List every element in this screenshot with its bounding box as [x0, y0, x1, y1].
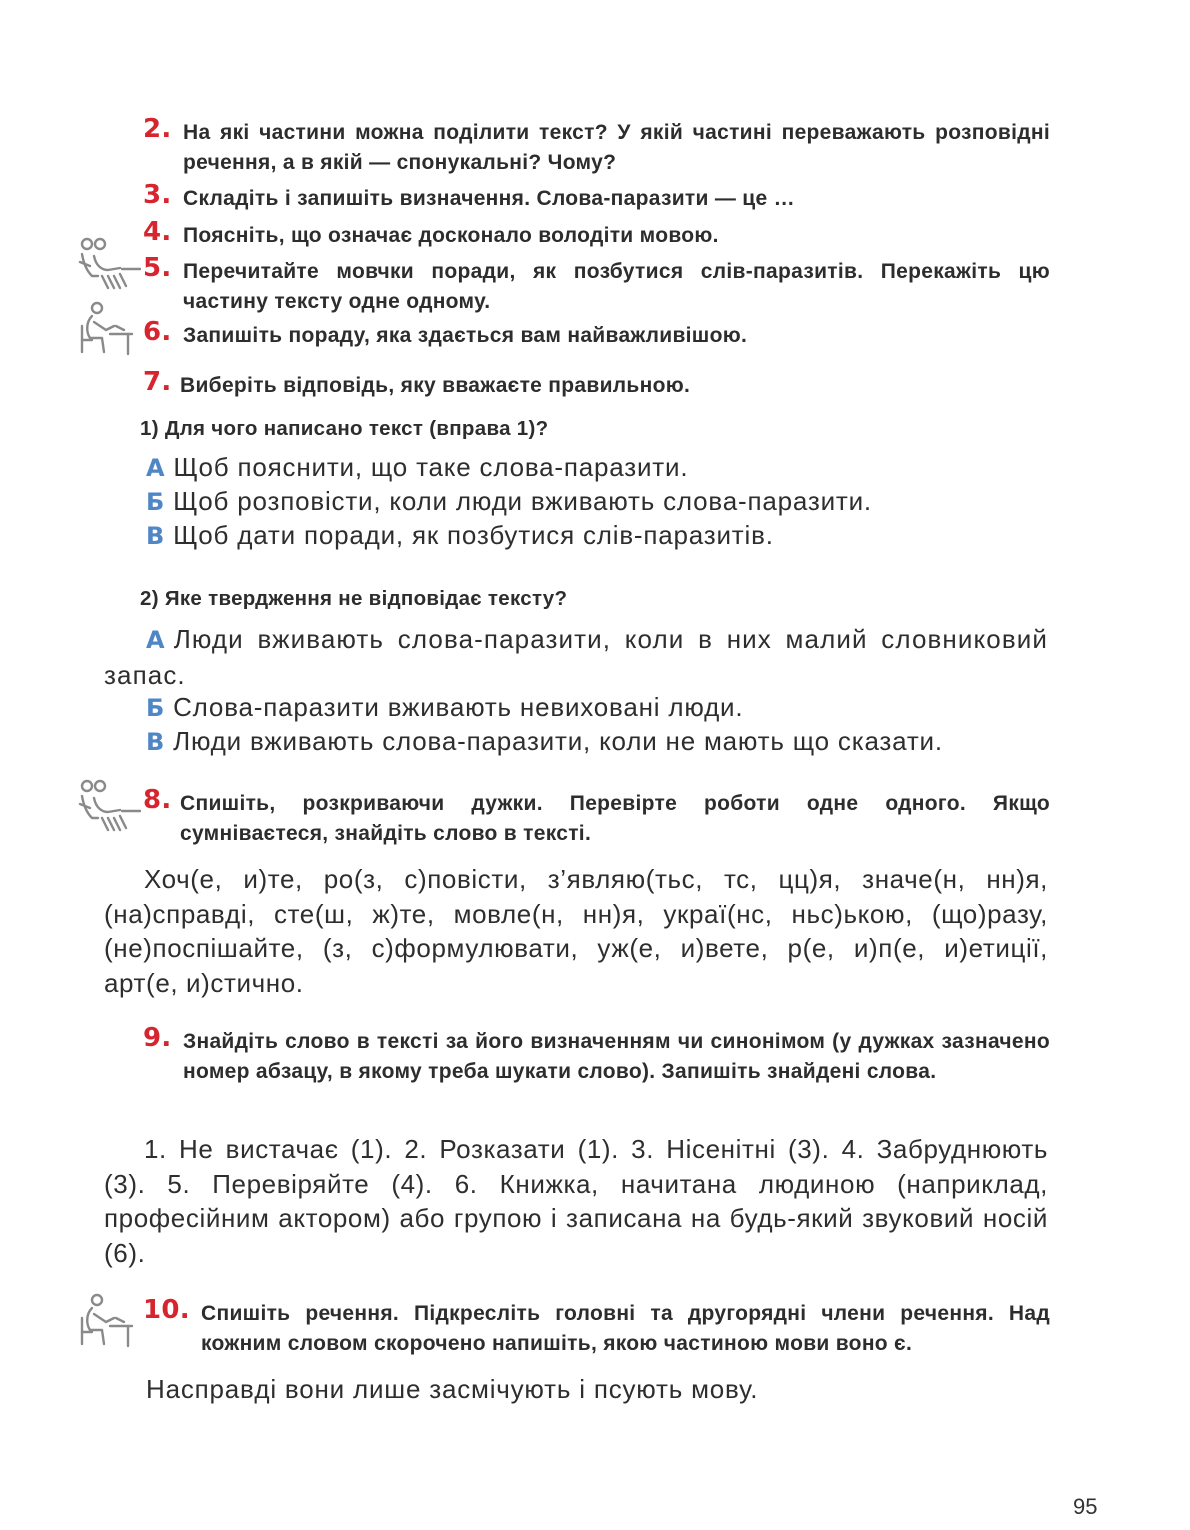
page-number: 95	[1073, 1494, 1098, 1519]
pair-work-icon	[78, 236, 144, 292]
task-7	[143, 367, 1050, 401]
option-1c	[146, 520, 774, 551]
task-9	[143, 1023, 1050, 1086]
option-text: Щоб дати поради, як позбутися слів-паразитів.	[173, 520, 774, 550]
task-number: 9.	[143, 1023, 172, 1053]
option-letter: В	[146, 728, 166, 756]
option-2c	[146, 726, 943, 757]
task-text: Спишіть, розкриваючи дужки. Перевірте роботи одне одного. Якщо сумніваєтеся, знайдіть слово в тексті.	[180, 792, 1050, 845]
option-1a	[146, 452, 688, 483]
task-text: Спишіть речення. Підкресліть головні та другорядні члени речення. Над кожним словом скорочено напишіть, якою частиною мови воно є.	[201, 1302, 1050, 1355]
task-number: 3.	[143, 180, 172, 210]
task-text: Виберіть відповідь, яку вважаєте правильною.	[180, 374, 691, 397]
option-letter: Б	[146, 694, 166, 722]
option-text: Люди вживають слова-паразити, коли в них малий словниковий запас.	[104, 624, 1048, 690]
option-text: Щоб розповісти, коли люди вживають слова-паразити.	[173, 486, 872, 516]
task-6	[143, 317, 1050, 351]
option-1b	[146, 486, 872, 517]
question-2: 2) Яке твердження не відповідає тексту?	[140, 587, 568, 610]
option-2b	[146, 692, 743, 723]
task-number: 2.	[143, 114, 172, 144]
exercise-10-text: Насправді вони лише засмічують і псують мову.	[146, 1374, 759, 1404]
option-letter: А	[146, 454, 166, 482]
question-1: 1) Для чого написано текст (вправа 1)?	[140, 417, 549, 440]
pair-work-icon	[78, 778, 144, 834]
individual-work-icon	[80, 1292, 134, 1348]
task-text: Знайдіть слово в тексті за його визначенням чи синонімом (у дужках зазначено номер абзацу, в якому треба шукати слово). Запишіть знайдені слова.	[183, 1030, 1050, 1083]
option-text: Щоб пояснити, що таке слова-паразити.	[173, 452, 689, 482]
option-2a	[104, 622, 1048, 692]
exercise-8-text: Хоч(е, и)те, ро(з, с)повісти, з’являю(тьс, тс, цц)я, значе(н, нн)я, (на)справді, сте(ш, ж)те, мовле(н, нн)я, украї(нс, ньс)ькою, (що)разу, (не)поспішайте, (з, с)формулювати, уж(е, и)вете, р(е, и)п(е, и)етиції, арт(е, и)стично.	[104, 864, 1048, 998]
exercise-9-text: 1. Не вистачає (1). 2. Розказати (1). 3. Нісенітні (3). 4. Забруднюють (3). 5. Перевіряйте (4). 6. Книжка, начитана людиною (наприклад, професійним актором) або групою і записана на будь-який звуковий носій (6).	[104, 1134, 1048, 1268]
task-number: 5.	[143, 253, 172, 283]
task-2	[143, 114, 1050, 177]
task-number: 4.	[143, 217, 172, 247]
option-letter: В	[146, 522, 166, 550]
task-number: 7.	[143, 367, 172, 397]
task-8	[143, 785, 1050, 848]
task-text: Поясніть, що означає досконало володіти мовою.	[183, 224, 719, 247]
task-number: 8.	[143, 785, 172, 815]
task-3	[143, 180, 1050, 214]
task-5	[143, 253, 1050, 316]
option-text: Люди вживають слова-паразити, коли не мають що сказати.	[173, 726, 943, 756]
option-letter: Б	[146, 488, 166, 516]
task-text: Перечитайте мовчки поради, як позбутися слів-паразитів. Перекажіть цю частину тексту одне одному.	[183, 260, 1050, 313]
task-text: Запишіть пораду, яка здається вам найважливішою.	[183, 324, 748, 347]
task-text: Складіть і запишіть визначення. Слова-паразити — це …	[183, 187, 795, 210]
task-4	[143, 217, 1050, 251]
task-number: 6.	[143, 317, 172, 347]
individual-work-icon	[80, 300, 134, 356]
option-text: Слова-паразити вживають невиховані люди.	[173, 692, 744, 722]
option-letter: А	[146, 626, 166, 654]
task-number: 10.	[143, 1295, 190, 1325]
task-10	[143, 1295, 1050, 1358]
task-text: На які частини можна поділити текст? У якій частині переважають розповідні речення, а в якій — спонукальні? Чому?	[183, 121, 1050, 174]
